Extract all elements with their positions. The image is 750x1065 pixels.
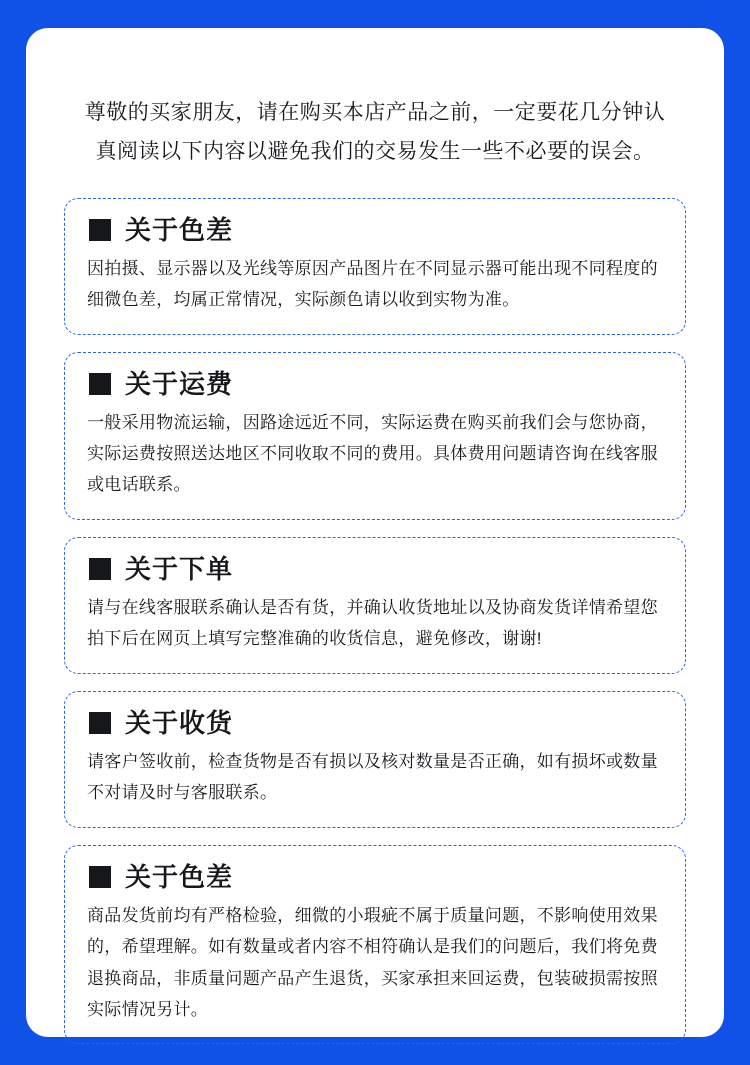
section-title: 关于色差 (125, 214, 234, 245)
section-body: 一般采用物流运输，因路途远近不同，实际运费在购买前我们会与您协商，实际运费按照送达地区不同收取不同的费用。具体费用问题请咨询在线客服或电话联系。 (87, 412, 658, 495)
section-title: 关于色差 (125, 861, 234, 892)
square-bullet-icon (89, 866, 111, 888)
notice-card (26, 28, 724, 1037)
section-header (89, 861, 663, 892)
intro-paragraph: 尊敬的买家朋友，请在购买本店产品之前，一定要花几分钟认真阅读以下内容以避免我们的交易发生一些不必要的误会。 (84, 101, 666, 163)
section-body: 商品发货前均有严格检验，细微的小瑕疵不属于质量问题，不影响使用效果的，希望理解。如有数量或者内容不相符确认是我们的问题后，我们将免费退换商品，非质量问题产品产生退货，买家承担来回运费，包装破损需按照实际情况另计。 (87, 905, 658, 1019)
notice-sections (64, 198, 686, 1045)
section-body: 请与在线客服联系确认是否有货，并确认收货地址以及协商发货详情希望您拍下后在网页上填写完整准确的收货信息，避免修改，谢谢! (87, 597, 658, 649)
square-bullet-icon (89, 219, 111, 241)
section-header (89, 707, 663, 738)
section-title: 关于运费 (125, 368, 234, 399)
section-title: 关于下单 (125, 553, 234, 584)
notice-section-color-difference (64, 198, 686, 335)
notice-section-shipping-fee (64, 352, 686, 520)
notice-section-ordering (64, 537, 686, 674)
square-bullet-icon (89, 373, 111, 395)
section-header (89, 553, 663, 584)
square-bullet-icon (89, 712, 111, 734)
section-title: 关于收货 (125, 707, 234, 738)
section-header (89, 368, 663, 399)
section-body: 请客户签收前，检查货物是否有损以及核对数量是否正确，如有损坏或数量不对请及时与客服联系。 (87, 751, 658, 803)
notice-section-receiving (64, 691, 686, 828)
square-bullet-icon (89, 558, 111, 580)
section-header (89, 214, 663, 245)
notice-section-quality (64, 845, 686, 1045)
section-body: 因拍摄、显示器以及光线等原因产品图片在不同显示器可能出现不同程度的细微色差，均属正常情况，实际颜色请以收到实物为准。 (87, 258, 658, 310)
